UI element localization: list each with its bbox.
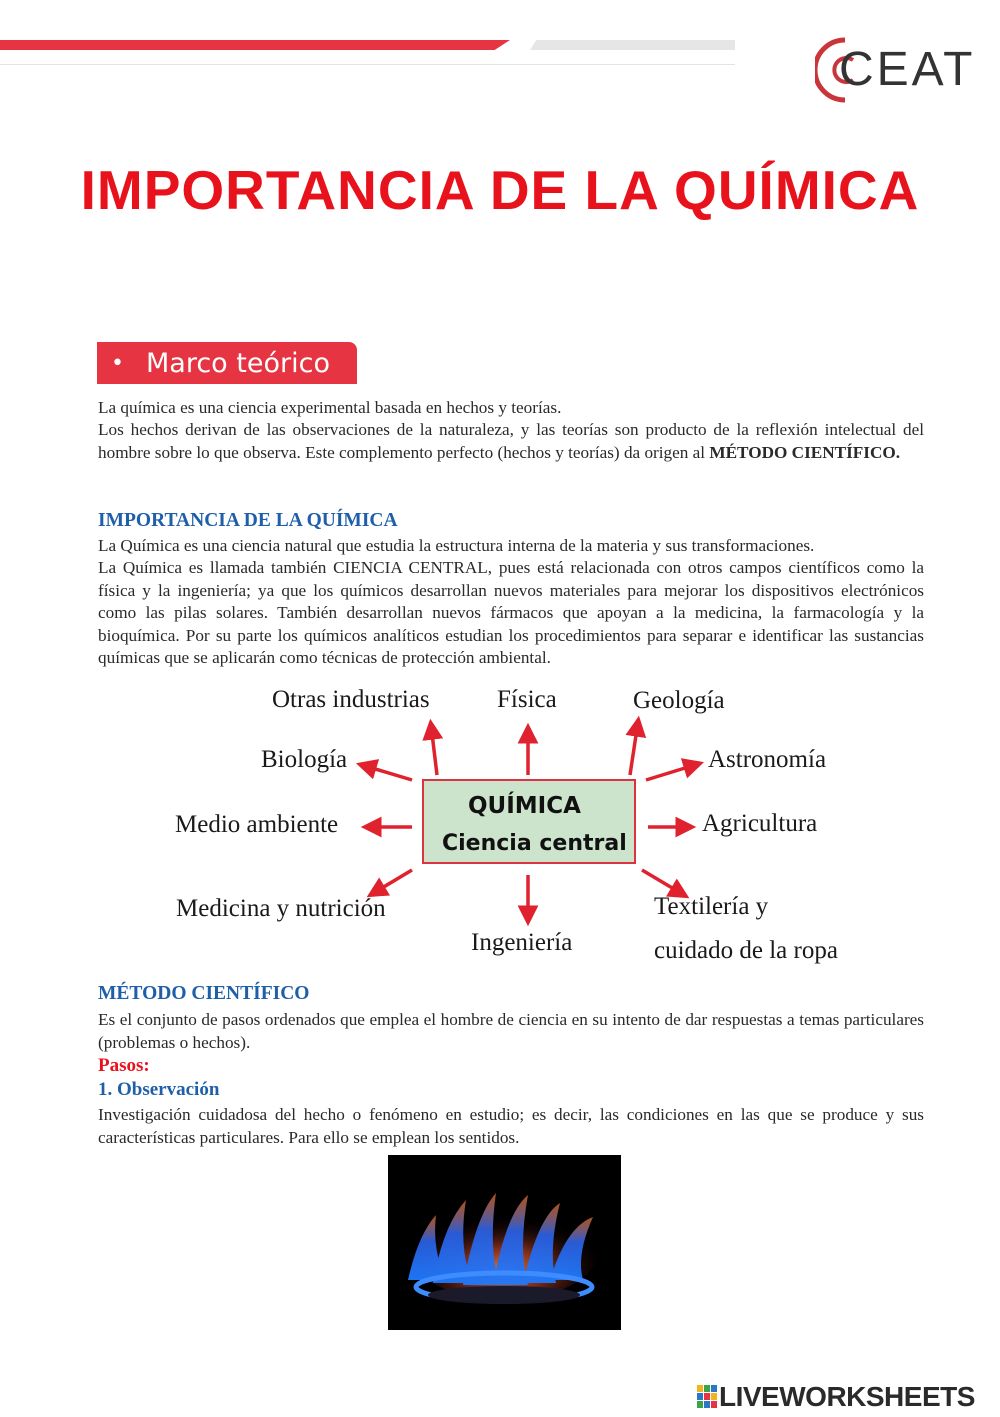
arrow-otras-industrias	[431, 725, 437, 775]
importancia-heading: IMPORTANCIA DE LA QUÍMICA	[98, 510, 398, 531]
diagram-label-otras-industrias: Otras industrias	[272, 686, 430, 713]
logo-text: CEAT	[839, 43, 976, 96]
liveworksheets-text: LIVEWORKSHEETS	[719, 1381, 975, 1412]
intro-paragraph-1: La química es una ciencia experimental basada en hechos y teorías.	[98, 398, 562, 417]
importancia-paragraph-2: La Química es llamada también CIENCIA CENTRAL, pues está relacionada con otros campos científicos como la física y la ingeniería; ya que los químicos desarrollan nuevos materiales para mejorar los dispositivos electrónicos como las pilas solares. También desarrollan nuevos fármacos que apoyan a la medicina, la farmacología y la bioquímica. Por su parte los químicos analíticos estudian los procedimientos para separar e identificar las sustancias químicas que se aplicarán como técnicas de protección ambiental.	[98, 558, 924, 667]
gas-flame-image	[388, 1155, 621, 1330]
diagram-center-title: QUÍMICA	[468, 793, 581, 819]
diagram-label-medio-ambiente: Medio ambiente	[175, 811, 339, 838]
arrow-geologia	[630, 722, 638, 775]
diagram-label-fisica: Física	[497, 686, 557, 713]
arrow-textileria	[642, 870, 684, 895]
step-1-text: Investigación cuidadosa del hecho o fenómeno en estudio; es decir, las condiciones en las que se produce y sus características particulares. Para ello se emplean los sentidos.	[98, 1105, 924, 1147]
diagram-label-ingenieria: Ingeniería	[471, 929, 573, 956]
step-1-title: 1. Observación	[98, 1079, 220, 1100]
diagram-center-subtitle: Ciencia central	[442, 831, 627, 856]
diagram-label-textileria-2: cuidado de la ropa	[654, 937, 838, 964]
bullet-icon: •	[111, 350, 124, 376]
diagram-label-astronomia: Astronomía	[708, 746, 827, 773]
arrow-medicina	[372, 870, 412, 894]
intro-paragraph-2-text: Los hechos derivan de las observaciones de la naturaleza, y las teorías son producto de la reflexión intelectual del hombre sobre lo que observa. Este complemento perfecto (hechos y teorías) da origen al	[98, 420, 924, 462]
diagram-center-box	[422, 779, 636, 864]
diagram-label-biologia: Biología	[261, 746, 348, 773]
liveworksheets-logo-icon	[697, 1385, 717, 1409]
diagram-label-medicina: Medicina y nutrición	[176, 895, 386, 922]
diagram-label-agricultura: Agricultura	[702, 810, 818, 837]
page-title: IMPORTANCIA DE LA QUÍMICA	[80, 159, 920, 221]
importancia-paragraph-1: La Química es una ciencia natural que estudia la estructura interna de la materia y sus transformaciones.	[98, 536, 815, 555]
metodo-description: Es el conjunto de pasos ordenados que emplea el hombre de ciencia en su intento de dar respuestas a temas particulares (problemas o hechos).	[98, 1010, 924, 1052]
diagram-label-geologia: Geología	[633, 687, 725, 714]
liveworksheets-brand	[697, 1381, 997, 1411]
metodo-heading: MÉTODO CIENTÍFICO	[98, 983, 310, 1004]
gas-flame-illustration	[388, 1155, 621, 1330]
arrow-biologia	[362, 765, 412, 780]
diagram-label-textileria-1: Textilería y	[654, 893, 769, 920]
pasos-label: Pasos:	[98, 1055, 150, 1076]
intro-paragraph-2-bold: MÉTODO CIENTÍFICO.	[709, 442, 901, 462]
section-pill-label: Marco teórico	[145, 347, 330, 379]
arrow-astronomia	[646, 764, 698, 780]
